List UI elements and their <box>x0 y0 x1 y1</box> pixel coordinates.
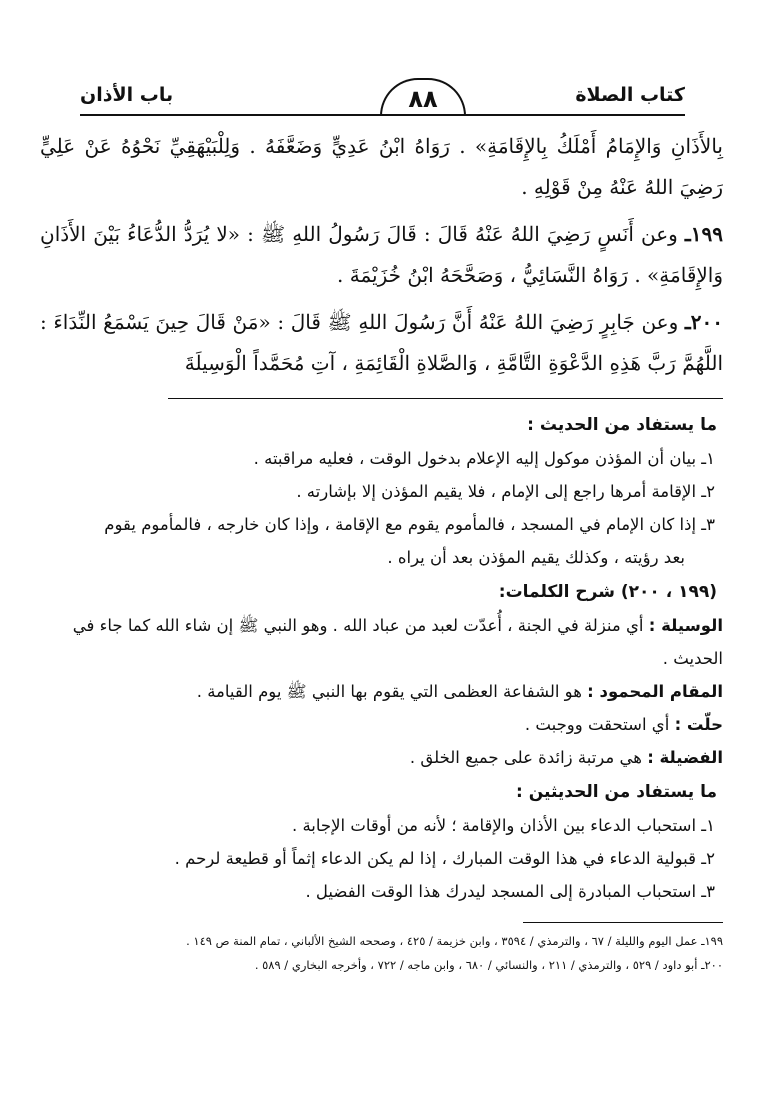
benefits-heading-1: ما يستفاد من الحديث : <box>527 415 717 435</box>
vocab-definition: أي استحقت ووجبت . <box>524 715 670 734</box>
vocab-entry <box>40 741 723 774</box>
page-header <box>40 0 723 118</box>
vocab-entry <box>40 675 723 708</box>
benefit-item: ١ـ بيان أن المؤذن موكول إليه الإعلام بدخول الوقت ، فعليه مراقبته . <box>253 449 715 468</box>
section-divider <box>168 398 723 399</box>
benefit-item: ٢ـ الإقامة أمرها راجع إلى الإمام ، فلا يقيم المؤذن إلا بإشارته . <box>296 482 715 501</box>
hadith-number-199: ١٩٩ـ <box>684 222 723 246</box>
footnote-200: ٢٠٠ـ أبو داود / ٥٢٩ ، والترمذي / ٢١١ ، والنسائي / ٦٨٠ ، وابن ماجه / ٧٢٢ ، وأخرجه البخاري / ٥٨٩ . <box>254 958 723 972</box>
vocab-heading: (١٩٩ ، ٢٠٠) شرح الكلمات: <box>498 582 717 602</box>
benefit-item: ٢ـ قبولية الدعاء في هذا الوقت المبارك ، إذا لم يكن الدعاء إثماً أو قطيعة لرحم . <box>174 849 715 868</box>
hadith-199-text: وعن أَنَسٍ رَضِيَ اللهُ عَنْهُ قَالَ : قَالَ رَسُولُ اللهِ ﷺ : «لا يُرَدُّ الدُّعَاءُ بَيْنَ الأَذَانِ وَالإِقَامَةِ» . رَوَاهُ النَّسَائِيُّ ، وَصَحَّحَهُ ابْنُ خُزَيْمَةَ . <box>40 222 723 287</box>
book-title: كتاب الصلاة <box>575 84 685 106</box>
vocab-definition: هي مرتبة زائدة على جميع الخلق . <box>409 748 642 767</box>
footnote-199: ١٩٩ـ عمل اليوم والليلة / ٦٧ ، والترمذي / ٣٥٩٤ ، وابن خزيمة / ٤٢٥ ، وصححه الشيخ الألباني ، تمام المنة ص ١٤٩ . <box>186 934 723 948</box>
commentary <box>40 409 723 908</box>
hadith-number-200: ٢٠٠ـ <box>684 310 724 334</box>
benefit-item: ٣ـ استحباب المبادرة إلى المسجد ليدرك هذا الوقت الفضيل . <box>305 882 715 901</box>
benefits-heading-2: ما يستفاد من الحديثين : <box>515 782 717 802</box>
hadith-200-text: وعن جَابِرٍ رَضِيَ اللهُ عَنْهُ أَنَّ رَسُولَ اللهِ ﷺ قَالَ : «مَنْ قَالَ حِينَ يَسْمَعُ النِّدَاءَ : اللَّهُمَّ رَبَّ هَذِهِ الدَّعْوَةِ التَّامَّةِ ، وَالصَّلاةِ الْقَائِمَةِ ، آتِ مُحَمَّداً الْوَسِيلَةَ <box>40 310 723 375</box>
chapter-title: باب الأذان <box>80 84 174 106</box>
vocab-definition: هو الشفاعة العظمى التي يقوم بها النبي ﷺ يوم القيامة . <box>196 682 582 701</box>
footnotes <box>40 929 723 977</box>
vocab-term: المقام المحمود : <box>587 682 723 701</box>
hadith-paragraph-1: بِالأَذَانِ وَالإِمَامُ أَمْلَكُ بِالإِقَامَةِ» . رَوَاهُ ابْنُ عَدِيٍّ وَضَعَّفَهُ . وَلِلْبَيْهَقِيِّ نَحْوُهُ عَنْ عَلِيٍّ رَضِيَ اللهُ عَنْهُ مِنْ قَوْلِهِ . <box>40 134 723 199</box>
header-rule <box>80 114 685 116</box>
vocab-entry <box>40 708 723 741</box>
vocab-definition: أي منزلة في الجنة ، أُعدّت لعبد من عباد الله . وهو النبي ﷺ إن شاء الله كما جاء في الحديث . <box>72 616 723 668</box>
vocab-term: الفضيلة : <box>647 748 723 767</box>
vocab-entry <box>40 609 723 675</box>
page-number: ٨٨ <box>380 78 466 116</box>
benefit-item: ١ـ استحباب الدعاء بين الأذان والإقامة ؛ لأنه من أوقات الإجابة . <box>291 816 715 835</box>
hadith-text <box>40 126 723 384</box>
benefit-item: ٣ـ إذا كان الإمام في المسجد ، فالمأموم يقوم مع الإقامة ، وإذا كان خارجه ، فالمأموم يقوم <box>104 515 715 534</box>
hadith-paragraph-200 <box>40 302 723 384</box>
vocab-term: الوسيلة : <box>648 616 723 635</box>
benefit-item-continued: بعد رؤيته ، وكذلك يقيم المؤذن بعد أن يراه . <box>387 548 685 567</box>
hadith-paragraph-199 <box>40 214 723 296</box>
vocab-term: حلّت : <box>674 715 723 734</box>
footnote-rule <box>523 922 723 923</box>
